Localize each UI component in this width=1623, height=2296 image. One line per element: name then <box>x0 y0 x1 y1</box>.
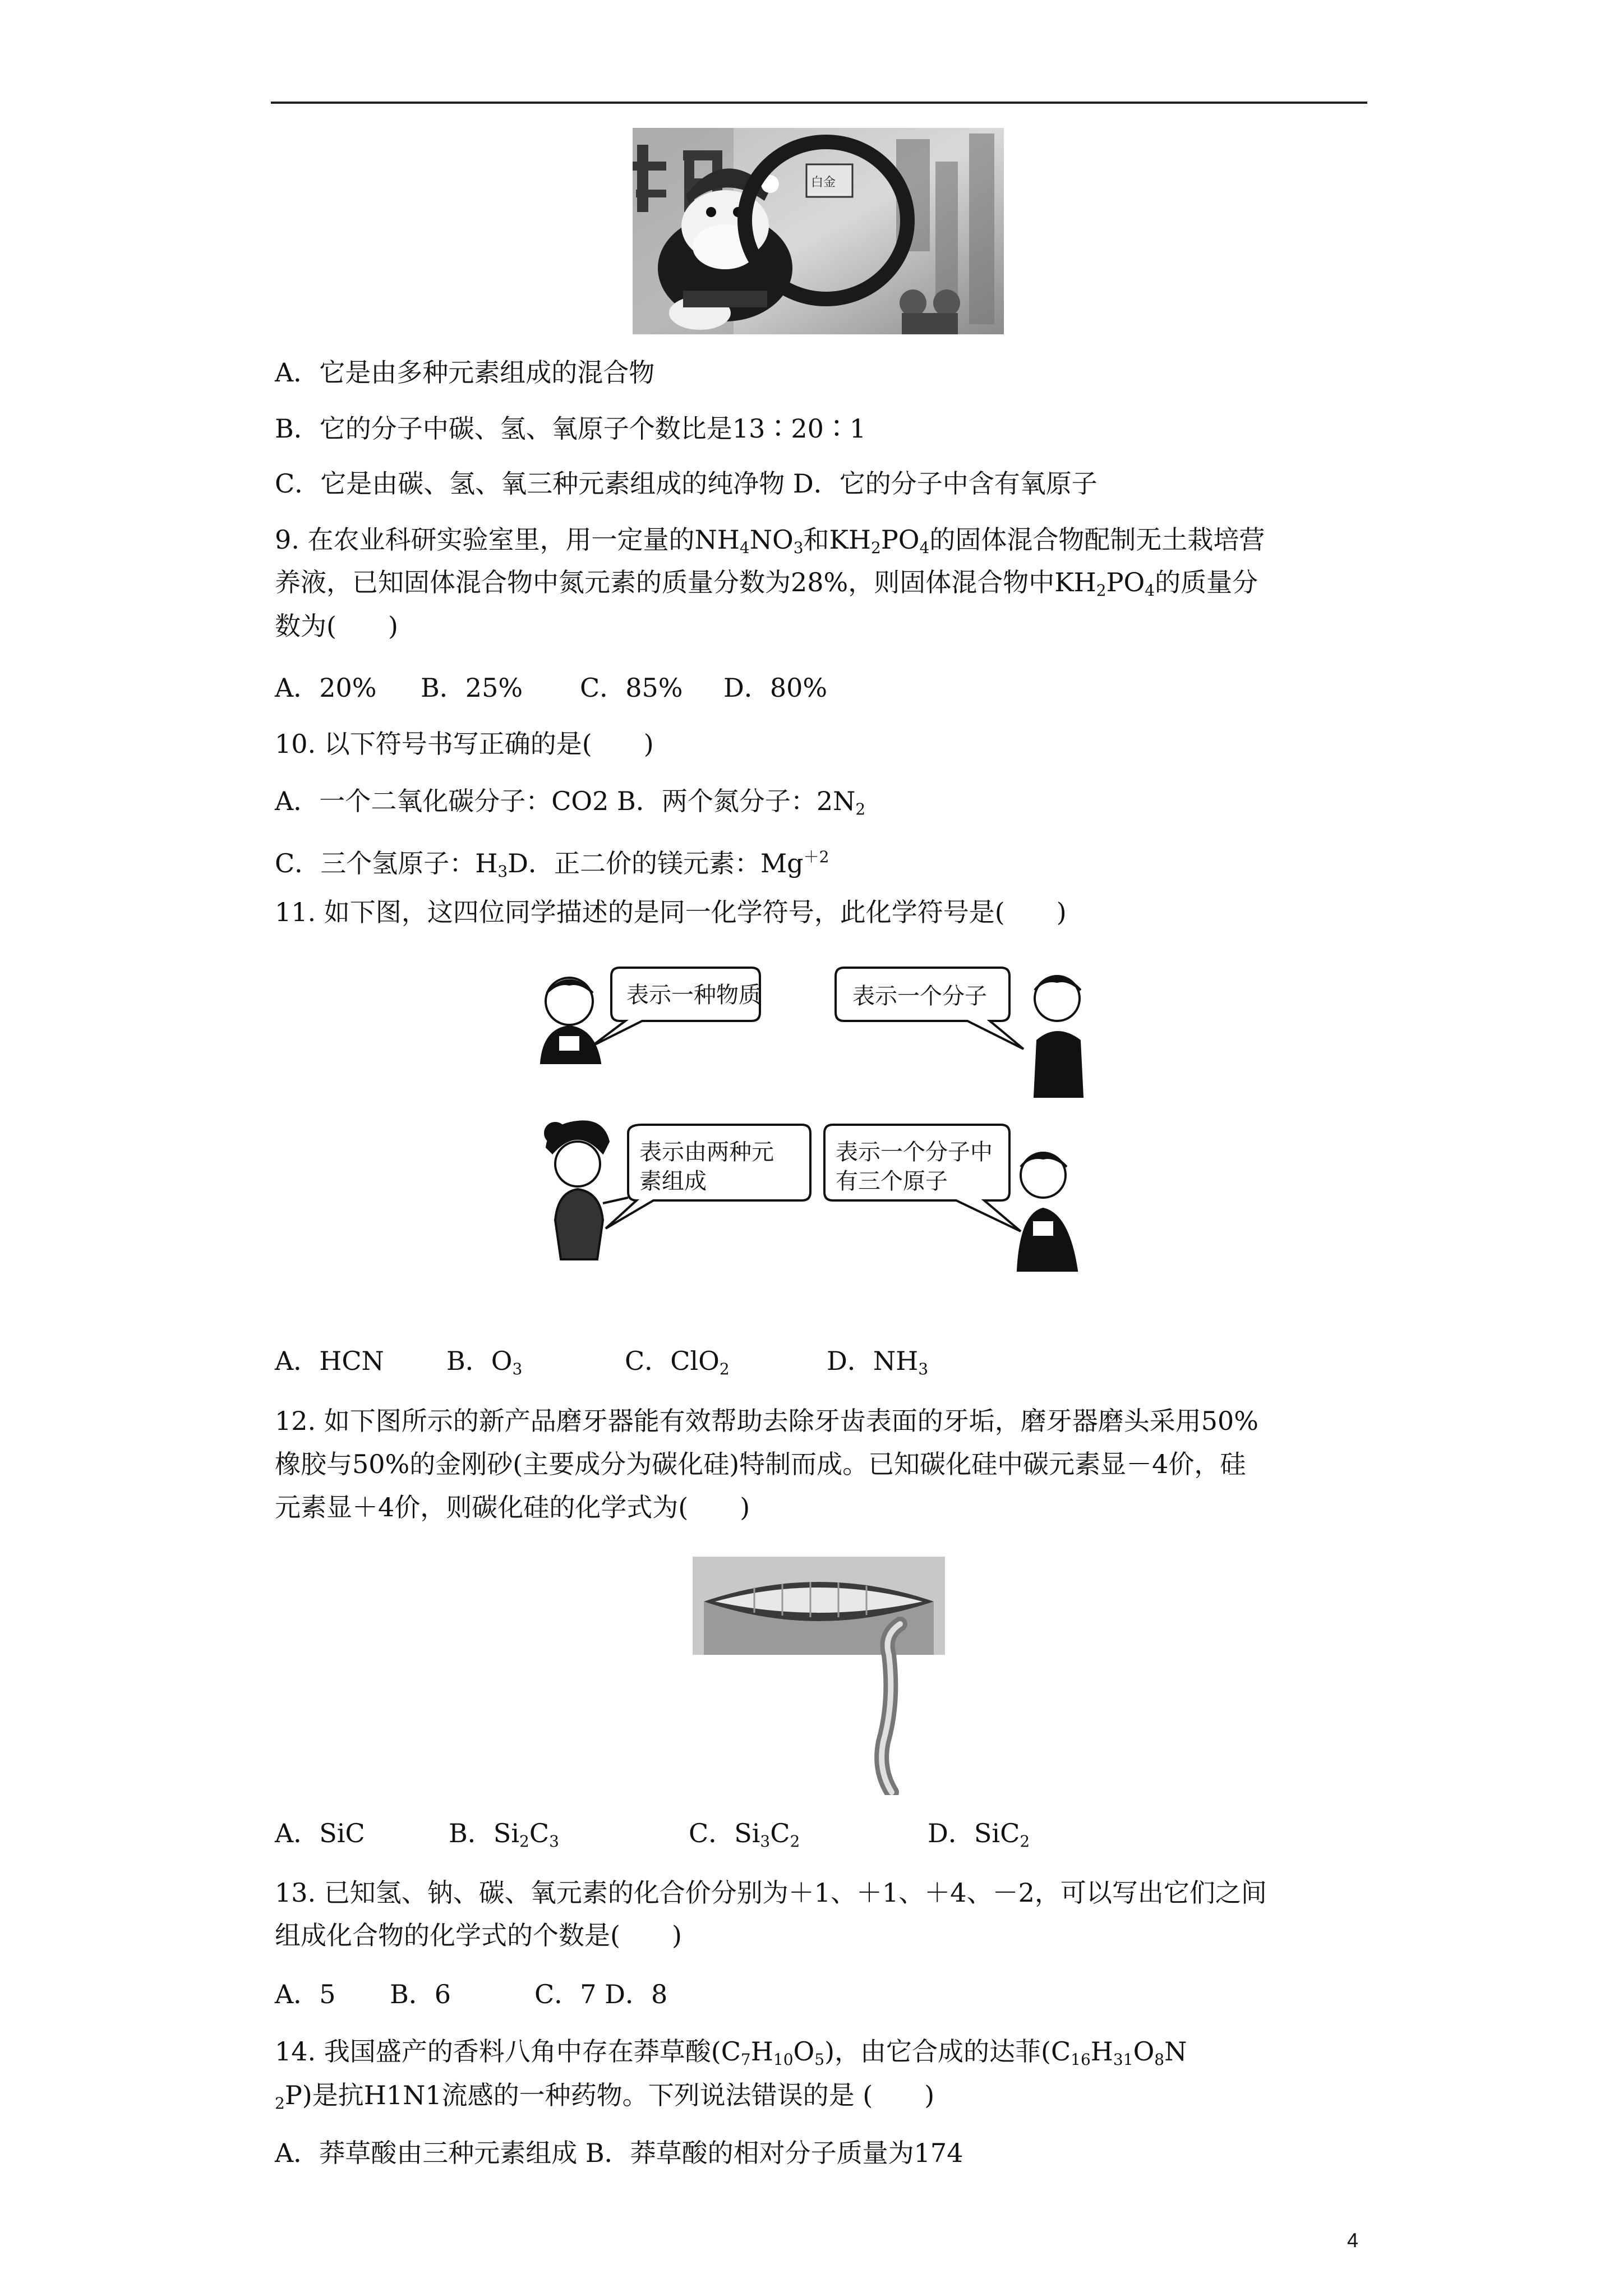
q12-tooth-grinder-image <box>693 1557 945 1795</box>
bubble-4-text-line2: 有三个原子 <box>836 1168 948 1194</box>
q12-option-d: D．SiC$_2$ <box>928 1818 1030 1851</box>
q12-stem-line2: 橡胶与50%的金刚砂(主要成分为碳化硅)特制而成。已知碳化硅中碳元素显－4价，硅 <box>275 1449 1246 1479</box>
q10-option-d: D．正二价的镁元素：$Mg^{+2}$ <box>508 848 829 878</box>
q8-option-b: B．它的分子中碳、氢、氧原子个数比是13∶20∶1 <box>275 413 866 444</box>
q12-stem-line3: 元素显＋4价，则碳化硅的化学式为( ) <box>275 1492 750 1522</box>
q14-stem-line2: $_2$P)是抗H1N1流感的一种药物。下列说法错误的是 ( ) <box>275 2080 935 2113</box>
q13-stem-line1: 13. 已知氢、钠、碳、氧元素的化合价分别为＋1、＋1、＋4、－2，可以写出它们之间 <box>275 1878 1267 1908</box>
q11-option-c: C．ClO$_2$ <box>625 1346 730 1378</box>
q10-options-cd <box>275 840 829 889</box>
q9-option-c: C．85% <box>580 673 683 703</box>
bubble-1-text: 表示一种物质 <box>626 982 761 1008</box>
q13-options <box>275 1977 667 2011</box>
bubble-2-text: 表示一个分子 <box>852 983 987 1009</box>
q12-option-b: B．$Si_2C_3$ <box>449 1818 559 1851</box>
q11-stem: 11. 如下图，这四位同学描述的是同一化学符号，此化学符号是( ) <box>275 897 1067 927</box>
header-rule <box>271 102 1367 104</box>
q8-options-cd <box>275 467 1098 500</box>
q9-option-a: A．20% <box>275 673 377 703</box>
bubble-3-text-line2: 素组成 <box>639 1168 707 1194</box>
q10-option-a: A．一个二氧化碳分子：CO2 <box>275 786 609 816</box>
q10-option-b: B．两个氮分子：$2N_2$ <box>617 786 866 818</box>
q8-option-c: C．它是由碳、氢、氧三种元素组成的纯净物 <box>275 468 785 499</box>
q11-option-b: B．$O_3$ <box>446 1346 523 1378</box>
q13-stem-line2: 组成化合物的化学式的个数是( ) <box>275 1920 682 1950</box>
page-number: 4 <box>1347 2229 1359 2252</box>
q12-stem-line1: 12. 如下图所示的新产品磨牙器能有效帮助去除牙齿表面的牙垢，磨牙器磨头采用50% <box>275 1406 1259 1436</box>
q13-option-d: D．8 <box>605 1979 668 2009</box>
q8-santa-image <box>633 128 1004 334</box>
student-4 <box>1018 1153 1077 1271</box>
q14-option-a: A．莽草酸由三种元素组成 <box>275 2138 578 2168</box>
q11-option-d: D．$NH_3$ <box>827 1346 929 1378</box>
q9-option-b: B．25% <box>421 673 523 703</box>
q14-option-b: B．莽草酸的相对分子质量为174 <box>585 2138 963 2168</box>
q9-option-d: D．80% <box>723 673 828 703</box>
bubble-4-text-line1: 表示一个分子中 <box>836 1139 993 1165</box>
q12-options <box>275 1816 1030 1858</box>
q9-stem-line2: 养液，已知固体混合物中氮元素的质量分数为28%，则固体混合物中$KH_2PO_4$的质量分 <box>275 567 1258 600</box>
q9-stem-line3: 数为( ) <box>275 611 398 641</box>
student-3 <box>545 1121 628 1259</box>
q12-option-c: C．$Si_3C_2$ <box>689 1818 800 1851</box>
student-1 <box>541 978 600 1063</box>
q10-options-ab <box>275 784 865 826</box>
bubble-3-text-line1: 表示由两种元 <box>639 1139 774 1165</box>
student-2 <box>1035 976 1082 1097</box>
q9-options <box>275 671 827 705</box>
q13-option-b: B．6 <box>390 1979 451 2009</box>
q11-option-a: A．HCN <box>275 1346 384 1376</box>
q11-students-figure <box>530 956 1099 1321</box>
q12-option-a: A．SiC <box>275 1818 365 1848</box>
q11-options <box>275 1344 928 1386</box>
q9-stem-line1: 9. 在农业科研实验室里，用一定量的$NH_4NO_3$和$KH_2PO_4$的固体混合物配制无土栽培营 <box>275 524 1265 557</box>
q8-option-d: D．它的分子中含有氧原子 <box>792 468 1098 499</box>
q10-stem: 10. 以下符号书写正确的是( ) <box>275 729 654 759</box>
q13-option-c: C．7 <box>534 1979 597 2009</box>
q14-stem-line1: 14. 我国盛产的香料八角中存在莽草酸$(C_7H_{10}O_5)$，由它合成的达菲($C_{16}H_{31}O_8N$ <box>275 2036 1187 2069</box>
q8-option-a: A．它是由多种元素组成的混合物 <box>275 357 655 388</box>
q14-options-ab <box>275 2136 963 2170</box>
q10-option-c: C．三个氢原子：$H_3$ <box>275 848 508 881</box>
q13-option-a: A．5 <box>275 1979 336 2009</box>
q8-image-label: 白金 <box>811 176 836 190</box>
